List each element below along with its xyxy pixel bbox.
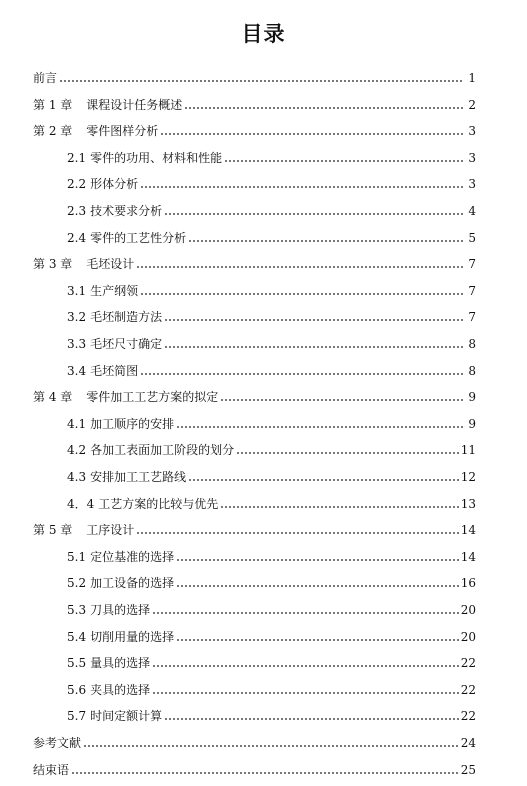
toc-entry-label: 零件的工艺性分析 [90, 230, 187, 245]
toc-entry-title [67, 629, 174, 645]
toc-entry-page: 14 [460, 523, 476, 538]
toc-entry-number: 5.4 [67, 629, 87, 644]
dot-leader [188, 479, 459, 481]
toc-entry-title [67, 708, 162, 724]
toc-entry[interactable] [67, 334, 476, 352]
dot-leader [160, 133, 464, 135]
toc-entry-label: 毛坯制造方法 [90, 310, 163, 325]
toc-entry-label: 各加工表面加工阶段的划分 [90, 443, 235, 458]
toc-entry-label: 生产纲领 [90, 283, 139, 298]
dot-leader [224, 160, 464, 162]
toc-entry[interactable] [67, 440, 476, 458]
toc-entry-title [67, 655, 150, 671]
toc-entry-label: 加工顺序的安排 [90, 416, 175, 431]
toc-entry-label: 工艺方案的比较与优先 [98, 496, 219, 511]
toc-entry-title [33, 70, 57, 86]
toc-entry-page: 7 [468, 310, 476, 325]
toc-entry-title [33, 123, 158, 139]
toc-entry-number: 3.1 [67, 283, 87, 298]
toc-entry-page: 3 [468, 150, 476, 165]
dot-leader [164, 319, 464, 321]
toc-entry-page: 16 [460, 576, 476, 591]
dot-leader [59, 80, 464, 82]
toc-entry-number: 4.1 [67, 416, 87, 431]
dot-leader [220, 399, 464, 401]
toc-entry-title [67, 336, 162, 352]
toc-entry-label: 量具的选择 [90, 656, 151, 671]
dot-leader [136, 532, 458, 534]
toc-entry-title [33, 256, 134, 272]
toc-entry-title [67, 496, 218, 512]
toc-entry-page: 9 [468, 390, 476, 405]
toc-entry-number: 第 4 章 [33, 390, 73, 405]
toc-entry-page: 1 [468, 71, 476, 85]
toc-entry-title [33, 522, 134, 538]
dot-leader [152, 692, 459, 694]
toc-entry[interactable] [33, 95, 476, 113]
toc-entry[interactable] [67, 494, 476, 512]
toc-entry[interactable] [33, 520, 476, 538]
toc-entry-label: 零件加工工艺方案的拟定 [86, 390, 219, 405]
toc-entry-number: 3.4 [67, 363, 87, 378]
toc-entry-page: 4 [468, 204, 476, 218]
dot-leader [140, 186, 464, 188]
toc-entry-number: 3.2 [67, 310, 87, 325]
toc-entry-title [67, 150, 222, 166]
dot-leader [71, 772, 459, 774]
toc-entry-title [33, 735, 81, 751]
toc-entry-title [67, 283, 138, 299]
toc-entry-title [67, 575, 174, 591]
toc-entry-page: 22 [460, 656, 476, 671]
toc-entry-page: 8 [468, 337, 476, 351]
toc-entry[interactable] [67, 547, 476, 565]
toc-entry-title [67, 682, 150, 698]
toc-entry-page: 14 [460, 549, 476, 564]
toc-entry-page: 7 [468, 257, 476, 272]
dot-leader [220, 506, 458, 508]
toc-entry-page: 3 [468, 124, 476, 139]
toc-entry-title [67, 309, 162, 325]
dot-leader [184, 107, 464, 109]
dot-leader [164, 213, 464, 215]
dot-leader [164, 346, 464, 348]
toc-entry-page: 22 [460, 682, 476, 697]
toc-entry-page: 7 [468, 283, 476, 298]
dot-leader [140, 293, 464, 295]
toc-entry-label: 毛坯设计 [86, 257, 135, 272]
toc-entry-label: 毛坯尺寸确定 [90, 337, 163, 351]
toc-entry-page: 13 [460, 496, 476, 511]
toc-entry[interactable] [67, 467, 476, 485]
toc-entry-number: 5.1 [67, 549, 87, 564]
dot-leader [83, 745, 459, 747]
toc-entry-page: 24 [460, 736, 476, 750]
toc-entry-label: 夹具的选择 [90, 682, 151, 697]
toc-entry-page: 3 [468, 177, 476, 192]
page-title: 目录 [241, 22, 286, 46]
toc-entry-label: 前言 [33, 71, 58, 85]
toc-entry[interactable] [67, 361, 476, 379]
toc-entry-page: 25 [460, 762, 476, 777]
toc-entry[interactable] [67, 174, 476, 192]
toc-entry-label: 毛坯简图 [90, 363, 139, 378]
toc-entry-title [67, 203, 162, 219]
toc-entry-label: 课程设计任务概述 [86, 97, 183, 112]
toc-entry-title [33, 389, 218, 405]
toc-entry-page: 20 [460, 629, 476, 644]
toc-entry-label: 定位基准的选择 [90, 549, 175, 564]
toc-entry-number: 5.2 [67, 576, 87, 591]
toc-entry-number: 2.4 [67, 230, 87, 245]
toc-entry-label: 零件的功用、材料和性能 [90, 150, 223, 165]
toc-entry-label: 技术要求分析 [90, 204, 163, 218]
toc-entry-number: 2.1 [67, 150, 87, 165]
toc-entry-number: 5.6 [67, 682, 87, 697]
toc-entry[interactable] [33, 387, 476, 405]
toc-entry[interactable] [67, 414, 476, 432]
toc-entry-page: 2 [468, 97, 476, 112]
dot-leader [152, 665, 459, 667]
toc-entry-title [33, 97, 182, 113]
dot-leader [152, 612, 459, 614]
toc-entry[interactable] [67, 281, 476, 299]
toc-entry[interactable] [67, 627, 476, 645]
toc-entry-number: 5.7 [67, 709, 87, 724]
toc-entry-label: 加工设备的选择 [90, 576, 175, 591]
toc-entry[interactable] [33, 254, 476, 272]
toc-entry[interactable] [67, 573, 476, 591]
toc-entry-number: 第 3 章 [33, 257, 73, 272]
toc-entry-page: 9 [468, 416, 476, 431]
toc-entry-title [33, 762, 69, 778]
toc-entry-page: 8 [468, 363, 476, 378]
toc-entry-title [67, 602, 150, 618]
toc-entry[interactable] [33, 733, 476, 751]
toc-entry-label: 参考文献 [33, 736, 82, 750]
toc-entry-title [67, 176, 138, 192]
toc-entry-title [67, 549, 174, 565]
dot-leader [176, 639, 459, 641]
toc-entry-label: 切削用量的选择 [90, 629, 175, 644]
toc-entry-label: 刀具的选择 [90, 603, 151, 617]
toc-entry-number: 4.2 [67, 443, 87, 458]
toc-entry-page: 20 [460, 603, 476, 617]
toc-entry[interactable] [33, 68, 476, 86]
dot-leader [176, 426, 464, 428]
toc-entry[interactable] [67, 706, 476, 724]
toc-entry[interactable] [33, 760, 476, 778]
toc-entry[interactable] [67, 680, 476, 698]
toc-entry-title [67, 442, 234, 458]
toc-entry[interactable] [67, 201, 476, 219]
toc-entry-number: 2.2 [67, 177, 87, 192]
toc-entry-page: 22 [460, 709, 476, 724]
toc-entry-page: 5 [468, 230, 476, 245]
toc-entry[interactable] [67, 307, 476, 325]
dot-leader [136, 266, 464, 268]
toc-entry-label: 零件图样分析 [86, 124, 159, 139]
toc-entry-number: 3.3 [67, 337, 87, 351]
toc-entry-title [67, 416, 174, 432]
dot-leader [176, 585, 459, 587]
toc-entry[interactable] [67, 228, 476, 246]
toc-entry-page: 12 [460, 470, 476, 484]
toc-entry-title [67, 469, 186, 485]
toc-entry[interactable] [67, 653, 476, 671]
toc-entry-label: 形体分析 [90, 177, 139, 192]
toc-entry[interactable] [67, 600, 476, 618]
toc-entry-title [67, 230, 186, 246]
toc-entry-number: 2.3 [67, 204, 87, 218]
toc-entry-title [67, 363, 138, 379]
toc-entry-number: 5.3 [67, 603, 87, 617]
toc-entry-number: 4．4 [67, 496, 95, 511]
toc-entry-page: 11 [460, 443, 476, 458]
dot-leader [164, 718, 459, 720]
dot-leader [188, 240, 464, 242]
toc-entry-label: 结束语 [33, 762, 70, 777]
dot-leader [176, 559, 459, 561]
toc-entry-label: 安排加工工艺路线 [90, 470, 187, 484]
toc-entry-number: 第 2 章 [33, 124, 73, 139]
toc-entry-label: 工序设计 [86, 523, 135, 538]
toc-entry[interactable] [67, 148, 476, 166]
toc-entry-label: 时间定额计算 [90, 709, 163, 724]
dot-leader [236, 452, 459, 454]
toc-entry-number: 4.3 [67, 470, 87, 484]
toc-entry[interactable] [33, 121, 476, 139]
toc-entry-number: 第 1 章 [33, 97, 73, 112]
dot-leader [140, 373, 464, 375]
toc-entry-number: 第 5 章 [33, 523, 73, 538]
toc-entry-number: 5.5 [67, 656, 87, 671]
